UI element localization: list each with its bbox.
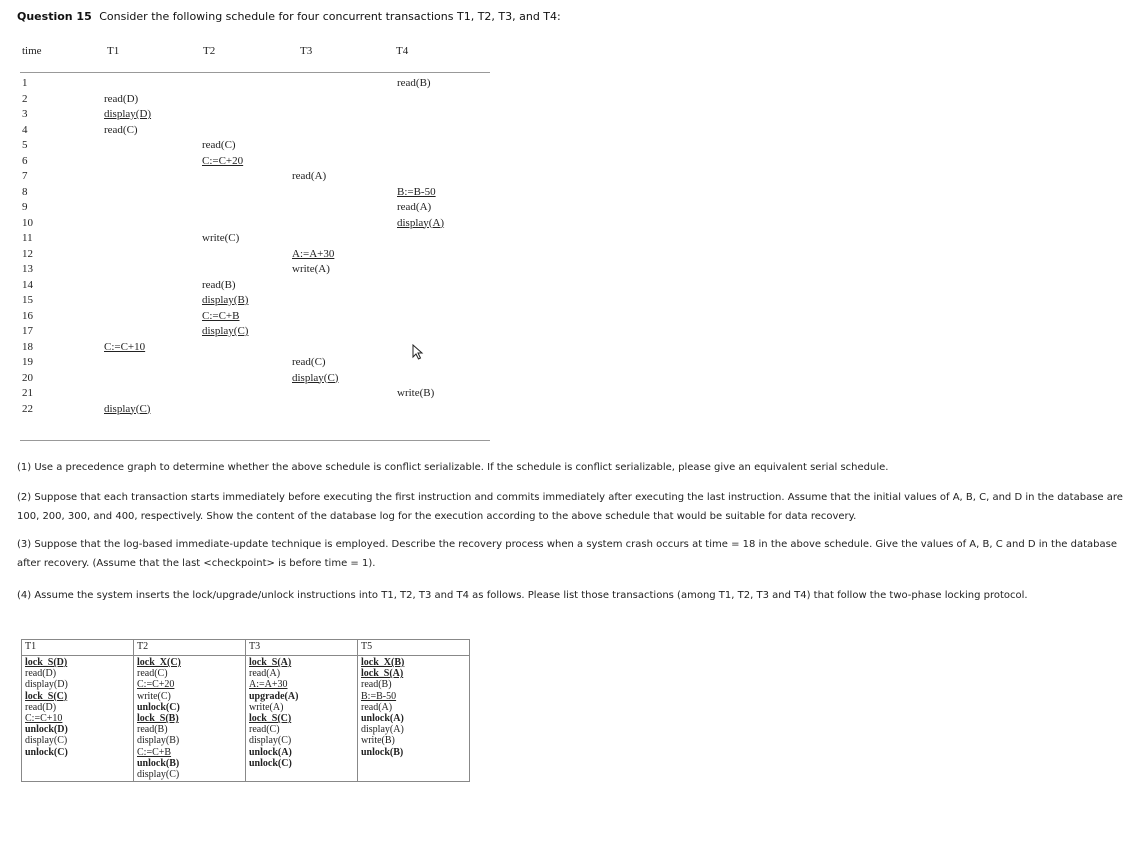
lock-instruction: read(B)	[137, 724, 168, 736]
schedule-cell-t4: read(A)	[397, 201, 432, 213]
schedule-time-cell: 10	[22, 216, 33, 229]
lock-header-t3: T3	[246, 640, 358, 656]
schedule-header-t1: T1	[107, 45, 120, 57]
schedule-time-cell: 21	[22, 387, 33, 399]
lock-instruction: unlock(A)	[249, 746, 292, 758]
lock-instruction: display(C)	[249, 735, 292, 747]
schedule-cell-t1: read(C)	[104, 123, 138, 136]
lock-instruction: C:=C+B	[137, 746, 172, 758]
schedule-time-cell: 9	[22, 201, 28, 213]
schedule-cell-t2: C:=C+20	[202, 154, 244, 167]
lock-table	[21, 639, 470, 782]
lock-instruction: lock_S(C)	[25, 690, 68, 702]
lock-instruction: read(B)	[361, 679, 392, 691]
lock-instruction: write(C)	[137, 690, 171, 702]
schedule-row	[20, 403, 490, 418]
schedule-time-cell: 11	[22, 232, 33, 244]
schedule-time-cell: 15	[22, 294, 33, 306]
schedule-row	[20, 139, 490, 154]
lock-instruction: C:=C+20	[137, 679, 175, 691]
lock-instruction: unlock(A)	[361, 713, 404, 725]
schedule-time-cell: 1	[22, 77, 28, 89]
schedule-cell-t2: read(B)	[202, 278, 236, 291]
schedule-cell-t3: display(C)	[292, 371, 339, 384]
lock-instruction: display(D)	[25, 679, 68, 691]
schedule-cell-t3: read(A)	[292, 170, 327, 182]
lock-instruction: lock_S(A)	[249, 657, 292, 668]
lock-instruction: read(C)	[249, 724, 280, 736]
schedule-row	[20, 124, 490, 139]
lock-header-t1: T1	[22, 640, 134, 656]
schedule-row	[20, 108, 490, 123]
lock-instruction: upgrade(A)	[249, 690, 299, 702]
lock-instruction: display(A)	[361, 724, 404, 736]
schedule-cell-t4: display(A)	[397, 216, 445, 229]
schedule-time-cell: 4	[22, 123, 28, 136]
schedule-cell-t2: display(C)	[202, 325, 249, 337]
schedule-row	[20, 77, 490, 92]
schedule-time-cell: 12	[22, 247, 33, 260]
lock-instruction: unlock(B)	[361, 746, 404, 758]
lock-instruction: display(C)	[137, 769, 180, 781]
lock-instruction: write(A)	[249, 701, 284, 713]
lock-column-t5	[358, 656, 470, 782]
lock-instruction: lock_S(C)	[249, 713, 292, 725]
schedule-header-t2: T2	[203, 45, 216, 57]
paragraph-3: (3) Suppose that the log-based immediate-update technique is employed. Describe the recovery process when a system crash occurs at time = 18 in the above schedule. Give the values of A, B, C and D in the database after recovery. (Assume that the last <checkpoint> is before time = 1).	[17, 539, 1118, 569]
schedule-time-cell: 5	[22, 139, 28, 151]
lock-instruction: unlock(C)	[249, 757, 292, 769]
paragraph-4: (4) Assume the system inserts the lock/upgrade/unlock instructions into T1, T2, T3 and T4 as follows. Please list those transactions (among T1, T2, T3 and T4) that follow the two-phase locking protocol.	[17, 590, 1028, 601]
lock-column-t3	[246, 656, 358, 782]
schedule-time-cell: 14	[22, 278, 33, 291]
lock-column-t2	[134, 656, 246, 782]
lock-instruction: C:=C+10	[25, 713, 63, 725]
lock-instruction: lock_S(B)	[137, 713, 179, 725]
schedule-row	[20, 294, 490, 309]
schedule-cell-t1: display(D)	[104, 108, 152, 120]
schedule-row	[20, 310, 490, 325]
question-text: Consider the following schedule for four concurrent transactions T1, T2, T3, and T4:	[99, 10, 561, 23]
schedule-time-cell: 2	[22, 92, 28, 105]
schedule-header-t4: T4	[396, 45, 409, 57]
paragraph-1: (1) Use a precedence graph to determine whether the above schedule is conflict serializable. If the schedule is conflict serializable, please give an equivalent serial schedule.	[17, 462, 889, 473]
schedule-top-rule	[20, 72, 490, 73]
lock-header-t5: T5	[358, 640, 470, 656]
schedule-row	[20, 387, 490, 402]
schedule-cell-t2: write(C)	[202, 232, 240, 244]
schedule-row	[20, 372, 490, 387]
lock-table-body-row	[22, 656, 470, 782]
lock-header-t2: T2	[134, 640, 246, 656]
lock-instruction: A:=A+30	[249, 679, 288, 691]
schedule-cell-t4: write(B)	[397, 387, 435, 399]
schedule-row	[20, 325, 490, 340]
schedule-cell-t2: display(B)	[202, 294, 249, 306]
schedule-cell-t1: read(D)	[104, 92, 139, 105]
lock-instruction: read(A)	[249, 668, 281, 680]
schedule-time-cell: 13	[22, 263, 33, 275]
schedule-row	[20, 170, 490, 185]
lock-instruction: display(C)	[25, 735, 68, 747]
schedule-time-cell: 20	[22, 371, 33, 384]
schedule-header-time: time	[22, 45, 42, 57]
schedule-time-cell: 19	[22, 356, 33, 368]
question-number: Question 15	[17, 10, 92, 23]
schedule-cell-t2: C:=C+B	[202, 309, 240, 322]
lock-instruction: unlock(C)	[25, 746, 68, 758]
schedule-time-cell: 7	[22, 170, 28, 182]
schedule-cell-t3: A:=A+30	[292, 247, 335, 260]
schedule-cell-t4: read(B)	[397, 77, 431, 89]
lock-instruction: lock_S(A)	[361, 668, 404, 680]
schedule-row	[20, 263, 490, 278]
schedule-row	[20, 93, 490, 108]
lock-column-t1	[22, 656, 134, 782]
schedule-cell-t4: B:=B-50	[397, 185, 436, 198]
schedule-row	[20, 186, 490, 201]
schedule-header-t3: T3	[300, 45, 313, 57]
lock-instruction: lock_X(C)	[137, 657, 181, 668]
schedule-cell-t2: read(C)	[202, 139, 236, 151]
lock-instruction: read(D)	[25, 668, 57, 680]
lock-instruction: display(B)	[137, 735, 180, 747]
lock-instruction: lock_X(B)	[361, 657, 405, 668]
lock-instruction: read(C)	[137, 668, 168, 680]
schedule-row	[20, 279, 490, 294]
mouse-pointer-icon	[412, 344, 426, 360]
schedule-row	[20, 248, 490, 263]
lock-instruction: write(B)	[361, 735, 395, 747]
schedule-time-cell: 22	[22, 402, 33, 415]
schedule-header	[20, 45, 490, 61]
schedule-time-cell: 8	[22, 185, 28, 198]
lock-instruction: B:=B-50	[361, 690, 397, 702]
schedule-row	[20, 155, 490, 170]
schedule-row	[20, 217, 490, 232]
schedule-time-cell: 18	[22, 340, 33, 353]
lock-instruction: unlock(C)	[137, 701, 180, 713]
paragraph-2: (2) Suppose that each transaction starts immediately before executing the first instruction and commits immediately after executing the last instruction. Assume that the initial values of A, B, C, and D in the database are 100, 200, 300, and 400, respectively. Show the content of the database log for the execution according to the above schedule that would be suitable for data recovery.	[17, 492, 1123, 522]
lock-instruction: read(D)	[25, 701, 57, 713]
schedule-time-cell: 6	[22, 154, 28, 167]
lock-instruction: lock_S(D)	[25, 657, 68, 668]
lock-table-header-row	[22, 640, 470, 656]
lock-instruction: unlock(D)	[25, 724, 68, 736]
schedule-row	[20, 232, 490, 247]
lock-instruction: read(A)	[361, 701, 393, 713]
question-heading	[17, 10, 561, 23]
schedule-cell-t1: C:=C+10	[104, 340, 146, 353]
schedule-time-cell: 17	[22, 325, 33, 337]
lock-instruction: unlock(B)	[137, 757, 180, 769]
schedule-cell-t3: write(A)	[292, 263, 330, 275]
schedule-row	[20, 201, 490, 216]
schedule-cell-t1: display(C)	[104, 402, 151, 415]
schedule-time-cell: 16	[22, 309, 33, 322]
schedule-time-cell: 3	[22, 108, 28, 120]
schedule-cell-t3: read(C)	[292, 356, 326, 368]
schedule-bottom-rule	[20, 440, 490, 441]
